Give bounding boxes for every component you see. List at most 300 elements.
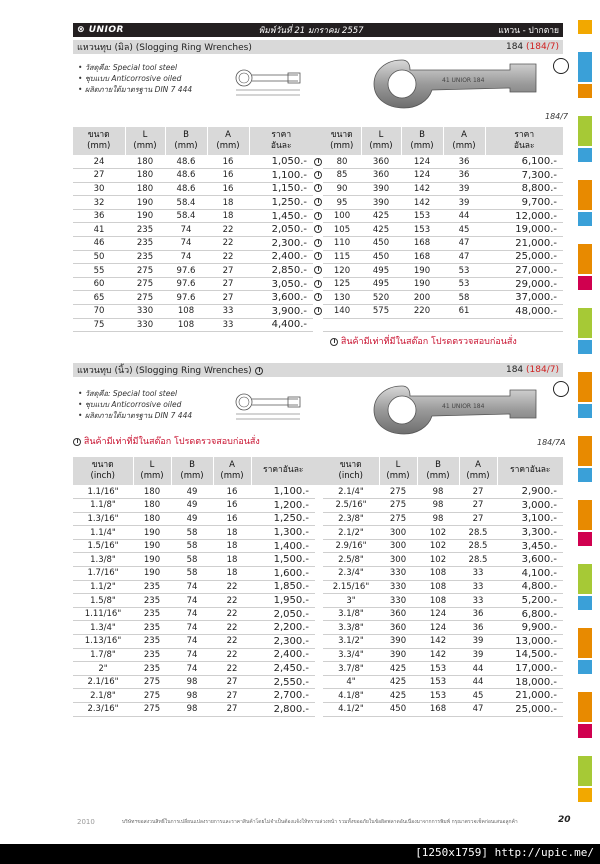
length-cell: 450 bbox=[361, 250, 401, 264]
b-cell: 124 bbox=[401, 155, 443, 169]
wrench-photo bbox=[370, 58, 540, 110]
a-cell: 36 bbox=[459, 621, 497, 635]
table-row bbox=[73, 169, 563, 183]
b-cell: 142 bbox=[401, 182, 443, 196]
column-gap bbox=[313, 209, 323, 223]
price-cell: 2,450.- bbox=[251, 662, 315, 676]
column-header-b: B (mm) bbox=[417, 457, 459, 485]
price-cell: 5,200.- bbox=[497, 594, 563, 608]
size-cell: 3.3/4" bbox=[323, 648, 379, 662]
price-cell: 3,050.- bbox=[249, 277, 313, 291]
table-row bbox=[73, 648, 563, 662]
section1-features bbox=[78, 62, 192, 95]
price-cell: 25,000.- bbox=[497, 703, 563, 717]
length-cell: 360 bbox=[361, 169, 401, 183]
size-cell: 70 bbox=[73, 305, 125, 319]
length-cell: 190 bbox=[133, 539, 171, 553]
section-tab bbox=[578, 84, 592, 98]
feature-item: • ชุบแบบ Anticorrosive oiled bbox=[78, 73, 192, 84]
column-header-price: ราคา อันละ bbox=[249, 127, 313, 155]
column-gap bbox=[315, 635, 323, 649]
column-gap bbox=[315, 512, 323, 526]
column-header-b: B (mm) bbox=[401, 127, 443, 155]
size-cell: 1.1/4" bbox=[73, 526, 133, 540]
size-cell: 46 bbox=[73, 237, 125, 251]
length-cell: 390 bbox=[379, 635, 417, 649]
column-header-price: ราคาอันละ bbox=[251, 457, 315, 485]
column-gap bbox=[315, 539, 323, 553]
b-cell: 98 bbox=[171, 675, 213, 689]
column-gap bbox=[313, 169, 323, 183]
b-cell: 98 bbox=[417, 499, 459, 513]
a-cell: 16 bbox=[213, 499, 251, 513]
price-cell: 2,850.- bbox=[249, 264, 313, 278]
length-cell: 360 bbox=[379, 607, 417, 621]
length-cell: 180 bbox=[133, 499, 171, 513]
a-cell: 45 bbox=[459, 689, 497, 703]
price-cell: 3,100.- bbox=[497, 512, 563, 526]
table-row bbox=[73, 512, 563, 526]
length-cell: 425 bbox=[379, 689, 417, 703]
section-tab bbox=[578, 276, 592, 290]
size-cell: 1.5/8" bbox=[73, 594, 133, 608]
column-gap bbox=[313, 223, 323, 237]
a-cell: 39 bbox=[443, 196, 485, 210]
column-gap bbox=[313, 237, 323, 251]
column-header-a: A (mm) bbox=[207, 127, 249, 155]
b-cell: 74 bbox=[171, 635, 213, 649]
section1-title: แหวนทุบ (มิล) (Slogging Ring Wrenches) bbox=[77, 43, 252, 53]
column-gap bbox=[315, 553, 323, 567]
section-tab bbox=[578, 404, 592, 418]
a-cell: 33 bbox=[459, 580, 497, 594]
length-cell: 390 bbox=[361, 182, 401, 196]
price-cell: 2,300.- bbox=[249, 237, 313, 251]
b-cell: 74 bbox=[171, 594, 213, 608]
table-row bbox=[73, 237, 563, 251]
table-row bbox=[73, 567, 563, 581]
price-cell: 1,200.- bbox=[251, 499, 315, 513]
length-cell: 180 bbox=[125, 182, 165, 196]
a-cell: 39 bbox=[459, 648, 497, 662]
table-row bbox=[73, 485, 563, 499]
table-row bbox=[73, 291, 563, 305]
a-cell: 16 bbox=[207, 182, 249, 196]
length-cell: 450 bbox=[379, 703, 417, 717]
table-row bbox=[73, 635, 563, 649]
stock-limited-icon bbox=[255, 367, 263, 375]
price-cell: 1,100.- bbox=[251, 485, 315, 499]
a-cell: 27 bbox=[459, 485, 497, 499]
length-cell: 190 bbox=[125, 196, 165, 210]
table-row bbox=[73, 196, 563, 210]
table-row bbox=[73, 689, 563, 703]
section2-title-bar bbox=[73, 363, 563, 377]
size-cell: 85 bbox=[323, 169, 361, 183]
b-cell: 74 bbox=[171, 648, 213, 662]
length-cell: 235 bbox=[133, 594, 171, 608]
size-cell: 1.1/2" bbox=[73, 580, 133, 594]
price-cell: 3,000.- bbox=[497, 499, 563, 513]
a-cell: 18 bbox=[213, 539, 251, 553]
a-cell: 16 bbox=[213, 485, 251, 499]
b-cell: 97.6 bbox=[165, 264, 207, 278]
b-cell: 153 bbox=[401, 223, 443, 237]
size-cell: 95 bbox=[323, 196, 361, 210]
marker-circle bbox=[553, 58, 569, 74]
column-gap bbox=[315, 485, 323, 499]
b-cell: 102 bbox=[417, 553, 459, 567]
stock-limited-icon bbox=[314, 239, 322, 247]
size-cell: 1.5/16" bbox=[73, 539, 133, 553]
a-cell: 36 bbox=[459, 607, 497, 621]
section-tab bbox=[578, 692, 592, 722]
size-cell: 1.1/16" bbox=[73, 485, 133, 499]
section-tab bbox=[578, 180, 592, 210]
a-cell: 22 bbox=[213, 607, 251, 621]
price-cell bbox=[485, 318, 563, 332]
size-cell bbox=[323, 318, 361, 332]
a-cell: 61 bbox=[443, 305, 485, 319]
a-cell: 45 bbox=[443, 223, 485, 237]
price-cell: 1,400.- bbox=[251, 539, 315, 553]
a-cell: 44 bbox=[443, 209, 485, 223]
b-cell: 168 bbox=[401, 237, 443, 251]
section-tab bbox=[578, 756, 592, 786]
table-row bbox=[73, 607, 563, 621]
price-cell: 29,000.- bbox=[485, 277, 563, 291]
size-cell: 2.1/2" bbox=[323, 526, 379, 540]
size-cell: 65 bbox=[73, 291, 125, 305]
price-cell: 2,300.- bbox=[251, 635, 315, 649]
size-cell: 130 bbox=[323, 291, 361, 305]
size-cell: 2.3/4" bbox=[323, 567, 379, 581]
table-row bbox=[73, 539, 563, 553]
table-row bbox=[73, 703, 563, 717]
price-cell: 7,300.- bbox=[485, 169, 563, 183]
table-row bbox=[73, 277, 563, 291]
length-cell: 235 bbox=[125, 250, 165, 264]
length-cell: 190 bbox=[133, 553, 171, 567]
size-cell: 120 bbox=[323, 264, 361, 278]
size-cell: 4.1/2" bbox=[323, 703, 379, 717]
a-cell: 53 bbox=[443, 277, 485, 291]
b-cell: 124 bbox=[401, 169, 443, 183]
column-gap bbox=[313, 250, 323, 264]
section-tab bbox=[578, 788, 592, 802]
page-number: 20 bbox=[558, 815, 571, 825]
a-cell: 47 bbox=[459, 703, 497, 717]
price-cell: 1,450.- bbox=[249, 209, 313, 223]
table-row bbox=[73, 526, 563, 540]
table-row bbox=[73, 182, 563, 196]
footer-year: 2010 bbox=[77, 818, 95, 826]
price-cell: 3,600.- bbox=[249, 291, 313, 305]
b-cell: 58.4 bbox=[165, 196, 207, 210]
length-cell: 275 bbox=[125, 264, 165, 278]
section2-title: แหวนทุบ (นิ้ว) (Slogging Ring Wrenches) bbox=[77, 363, 263, 377]
column-header-l: L (mm) bbox=[133, 457, 171, 485]
b-cell: 142 bbox=[401, 196, 443, 210]
section-tab bbox=[578, 436, 592, 466]
watermark: [1250x1759] http://upic.me/ bbox=[415, 846, 594, 859]
length-cell: 300 bbox=[379, 526, 417, 540]
column-gap bbox=[313, 277, 323, 291]
section-tab bbox=[578, 148, 592, 162]
price-cell: 1,100.- bbox=[249, 169, 313, 183]
column-gap bbox=[313, 264, 323, 278]
length-cell: 180 bbox=[133, 512, 171, 526]
b-cell: 142 bbox=[417, 635, 459, 649]
size-cell: 2.3/8" bbox=[323, 512, 379, 526]
size-cell: 36 bbox=[73, 209, 125, 223]
size-cell: 80 bbox=[323, 155, 361, 169]
length-cell: 275 bbox=[125, 291, 165, 305]
column-gap bbox=[315, 526, 323, 540]
length-cell: 330 bbox=[125, 305, 165, 319]
b-cell: 153 bbox=[417, 675, 459, 689]
size-cell: 2.1/4" bbox=[323, 485, 379, 499]
size-cell: 3.3/8" bbox=[323, 621, 379, 635]
length-cell: 235 bbox=[125, 237, 165, 251]
price-cell: 12,000.- bbox=[485, 209, 563, 223]
size-cell: 2.15/16" bbox=[323, 580, 379, 594]
section-tab bbox=[578, 468, 592, 482]
a-cell: 27 bbox=[213, 675, 251, 689]
size-cell: 3.7/8" bbox=[323, 662, 379, 676]
table-row bbox=[73, 250, 563, 264]
price-cell: 21,000.- bbox=[485, 237, 563, 251]
length-cell: 495 bbox=[361, 277, 401, 291]
size-cell: 1.13/16" bbox=[73, 635, 133, 649]
size-cell: 30 bbox=[73, 182, 125, 196]
b-cell: 74 bbox=[171, 607, 213, 621]
section-tab bbox=[578, 52, 592, 82]
price-cell: 1,150.- bbox=[249, 182, 313, 196]
stock-limited-icon bbox=[314, 266, 322, 274]
table-row bbox=[73, 580, 563, 594]
table-row bbox=[73, 155, 563, 169]
a-cell: 22 bbox=[213, 648, 251, 662]
length-cell: 425 bbox=[379, 675, 417, 689]
b-cell: 58 bbox=[171, 539, 213, 553]
a-cell: 22 bbox=[213, 594, 251, 608]
table-row bbox=[73, 305, 563, 319]
length-cell: 495 bbox=[361, 264, 401, 278]
b-cell: 108 bbox=[417, 567, 459, 581]
stock-limited-icon bbox=[314, 307, 322, 315]
price-cell: 3,300.- bbox=[497, 526, 563, 540]
b-cell: 168 bbox=[417, 703, 459, 717]
size-cell: 1.1/8" bbox=[73, 499, 133, 513]
size-cell: 2.1/8" bbox=[73, 689, 133, 703]
length-cell: 180 bbox=[125, 155, 165, 169]
b-cell: 58 bbox=[171, 553, 213, 567]
feature-item: • ผลิตภายใต้มาตรฐาน DIN 7 444 bbox=[78, 410, 192, 421]
price-cell: 2,200.- bbox=[251, 621, 315, 635]
b-cell: 153 bbox=[417, 662, 459, 676]
section2-features bbox=[78, 388, 192, 421]
a-cell: 36 bbox=[443, 155, 485, 169]
section-tab bbox=[578, 372, 592, 402]
price-cell: 2,700.- bbox=[251, 689, 315, 703]
b-cell: 124 bbox=[417, 621, 459, 635]
stock-limited-icon bbox=[314, 158, 322, 166]
size-cell: 1.3/16" bbox=[73, 512, 133, 526]
stock-limited-icon bbox=[314, 252, 322, 260]
footer-disclaimer: บริษัทฯขอสงวนสิทธิ์ในการเปลี่ยนแปลงรายการและราคาสินค้าโดยไม่จำเป็นต้องแจ้งให้ทราบล่วงหน้า รวมทั้งขออภัยในข้อผิดพลาดอันเนื่องมาจากการพิมพ์ กรุณาตรวจเช็คก่อนเสนอลูกค้า bbox=[122, 819, 518, 825]
price-cell: 2,900.- bbox=[497, 485, 563, 499]
column-header-price: ราคา อันละ bbox=[485, 127, 563, 155]
stock-limited-icon bbox=[330, 338, 338, 346]
length-cell: 235 bbox=[125, 223, 165, 237]
length-cell: 275 bbox=[133, 675, 171, 689]
b-cell: 190 bbox=[401, 277, 443, 291]
b-cell: 58.4 bbox=[165, 209, 207, 223]
wrench-dimension-sketch bbox=[228, 390, 306, 422]
a-cell: 28.5 bbox=[459, 526, 497, 540]
column-header-a: A (mm) bbox=[213, 457, 251, 485]
section-tab bbox=[578, 532, 592, 546]
stock-limited-icon bbox=[314, 280, 322, 288]
size-cell: 32 bbox=[73, 196, 125, 210]
length-cell: 360 bbox=[379, 621, 417, 635]
b-cell: 49 bbox=[171, 499, 213, 513]
column-header-size: ขนาด (inch) bbox=[323, 457, 379, 485]
column-gap bbox=[315, 662, 323, 676]
length-cell: 330 bbox=[379, 594, 417, 608]
size-cell: 55 bbox=[73, 264, 125, 278]
section2-code: 184 (184/7) bbox=[505, 365, 559, 375]
b-cell: 97.6 bbox=[165, 277, 207, 291]
a-cell: 22 bbox=[207, 223, 249, 237]
a-cell: 18 bbox=[207, 196, 249, 210]
b-cell: 74 bbox=[171, 621, 213, 635]
price-cell: 19,000.- bbox=[485, 223, 563, 237]
column-header-l: L (mm) bbox=[379, 457, 417, 485]
a-cell: 58 bbox=[443, 291, 485, 305]
a-cell: 18 bbox=[213, 567, 251, 581]
price-cell: 2,800.- bbox=[251, 703, 315, 717]
size-cell: 2.5/16" bbox=[323, 499, 379, 513]
b-cell: 124 bbox=[417, 607, 459, 621]
length-cell: 575 bbox=[361, 305, 401, 319]
stock-limited-icon bbox=[314, 198, 322, 206]
section-tab bbox=[578, 20, 592, 34]
size-cell: 1.7/16" bbox=[73, 567, 133, 581]
length-cell: 425 bbox=[361, 209, 401, 223]
section1-stock-note: สินค้ามีเท่าที่มีในสต๊อก โปรดตรวจสอบก่อนสั่ง bbox=[330, 334, 517, 348]
column-header-a: A (mm) bbox=[459, 457, 497, 485]
size-cell: 2.5/8" bbox=[323, 553, 379, 567]
table-header-row bbox=[73, 457, 563, 485]
b-cell: 74 bbox=[165, 237, 207, 251]
price-cell: 4,100.- bbox=[497, 567, 563, 581]
a-cell: 27 bbox=[207, 291, 249, 305]
size-cell: 2" bbox=[73, 662, 133, 676]
a-cell: 18 bbox=[213, 526, 251, 540]
b-cell: 58 bbox=[171, 526, 213, 540]
price-cell: 1,250.- bbox=[251, 512, 315, 526]
size-cell: 27 bbox=[73, 169, 125, 183]
length-cell: 235 bbox=[133, 607, 171, 621]
length-cell: 330 bbox=[125, 318, 165, 332]
a-cell: 22 bbox=[207, 250, 249, 264]
column-gap bbox=[315, 607, 323, 621]
b-cell: 108 bbox=[417, 594, 459, 608]
length-cell: 520 bbox=[361, 291, 401, 305]
column-header-b: B (mm) bbox=[171, 457, 213, 485]
price-cell: 1,250.- bbox=[249, 196, 313, 210]
length-cell: 425 bbox=[379, 662, 417, 676]
length-cell: 330 bbox=[379, 567, 417, 581]
price-cell: 17,000.- bbox=[497, 662, 563, 676]
length-cell: 235 bbox=[133, 580, 171, 594]
section-tab bbox=[578, 340, 592, 354]
table-row bbox=[73, 499, 563, 513]
b-cell: 74 bbox=[171, 580, 213, 594]
table-row bbox=[73, 223, 563, 237]
a-cell: 47 bbox=[443, 250, 485, 264]
size-cell: 1.3/8" bbox=[73, 553, 133, 567]
a-cell: 33 bbox=[207, 318, 249, 332]
page-header bbox=[73, 23, 563, 37]
length-cell: 190 bbox=[133, 526, 171, 540]
price-cell: 3,450.- bbox=[497, 539, 563, 553]
column-header-price: ราคาอันละ bbox=[497, 457, 563, 485]
a-cell: 27 bbox=[459, 512, 497, 526]
price-cell: 6,100.- bbox=[485, 155, 563, 169]
price-cell: 1,600.- bbox=[251, 567, 315, 581]
column-gap bbox=[315, 675, 323, 689]
column-gap bbox=[315, 567, 323, 581]
b-cell: 102 bbox=[417, 539, 459, 553]
a-cell: 27 bbox=[459, 499, 497, 513]
section1-code: 184 (184/7) bbox=[505, 42, 559, 52]
column-gap bbox=[315, 689, 323, 703]
size-cell: 60 bbox=[73, 277, 125, 291]
column-gap bbox=[313, 155, 323, 169]
section-tab bbox=[578, 500, 592, 530]
table-row bbox=[73, 264, 563, 278]
feature-item: • วัสดุคือ: Special tool steel bbox=[78, 62, 192, 73]
length-cell: 390 bbox=[379, 648, 417, 662]
size-cell: 100 bbox=[323, 209, 361, 223]
price-cell: 4,400.- bbox=[249, 318, 313, 332]
length-cell: 275 bbox=[133, 703, 171, 717]
price-cell: 4,800.- bbox=[497, 580, 563, 594]
a-cell: 27 bbox=[207, 264, 249, 278]
length-cell: 360 bbox=[361, 155, 401, 169]
size-cell: 3" bbox=[323, 594, 379, 608]
price-cell: 9,700.- bbox=[485, 196, 563, 210]
length-cell: 425 bbox=[361, 223, 401, 237]
a-cell: 36 bbox=[443, 169, 485, 183]
a-cell: 16 bbox=[213, 512, 251, 526]
a-cell bbox=[443, 318, 485, 332]
size-cell: 24 bbox=[73, 155, 125, 169]
b-cell: 74 bbox=[171, 662, 213, 676]
wrench-photo bbox=[370, 384, 540, 436]
price-cell: 2,400.- bbox=[251, 648, 315, 662]
column-gap bbox=[313, 318, 323, 332]
length-cell: 390 bbox=[361, 196, 401, 210]
b-cell: 49 bbox=[171, 485, 213, 499]
length-cell: 275 bbox=[379, 485, 417, 499]
b-cell: 74 bbox=[165, 223, 207, 237]
section2-stock-note: สินค้ามีเท่าที่มีในสต๊อก โปรดตรวจสอบก่อนสั่ง bbox=[73, 434, 260, 448]
column-gap bbox=[313, 305, 323, 319]
